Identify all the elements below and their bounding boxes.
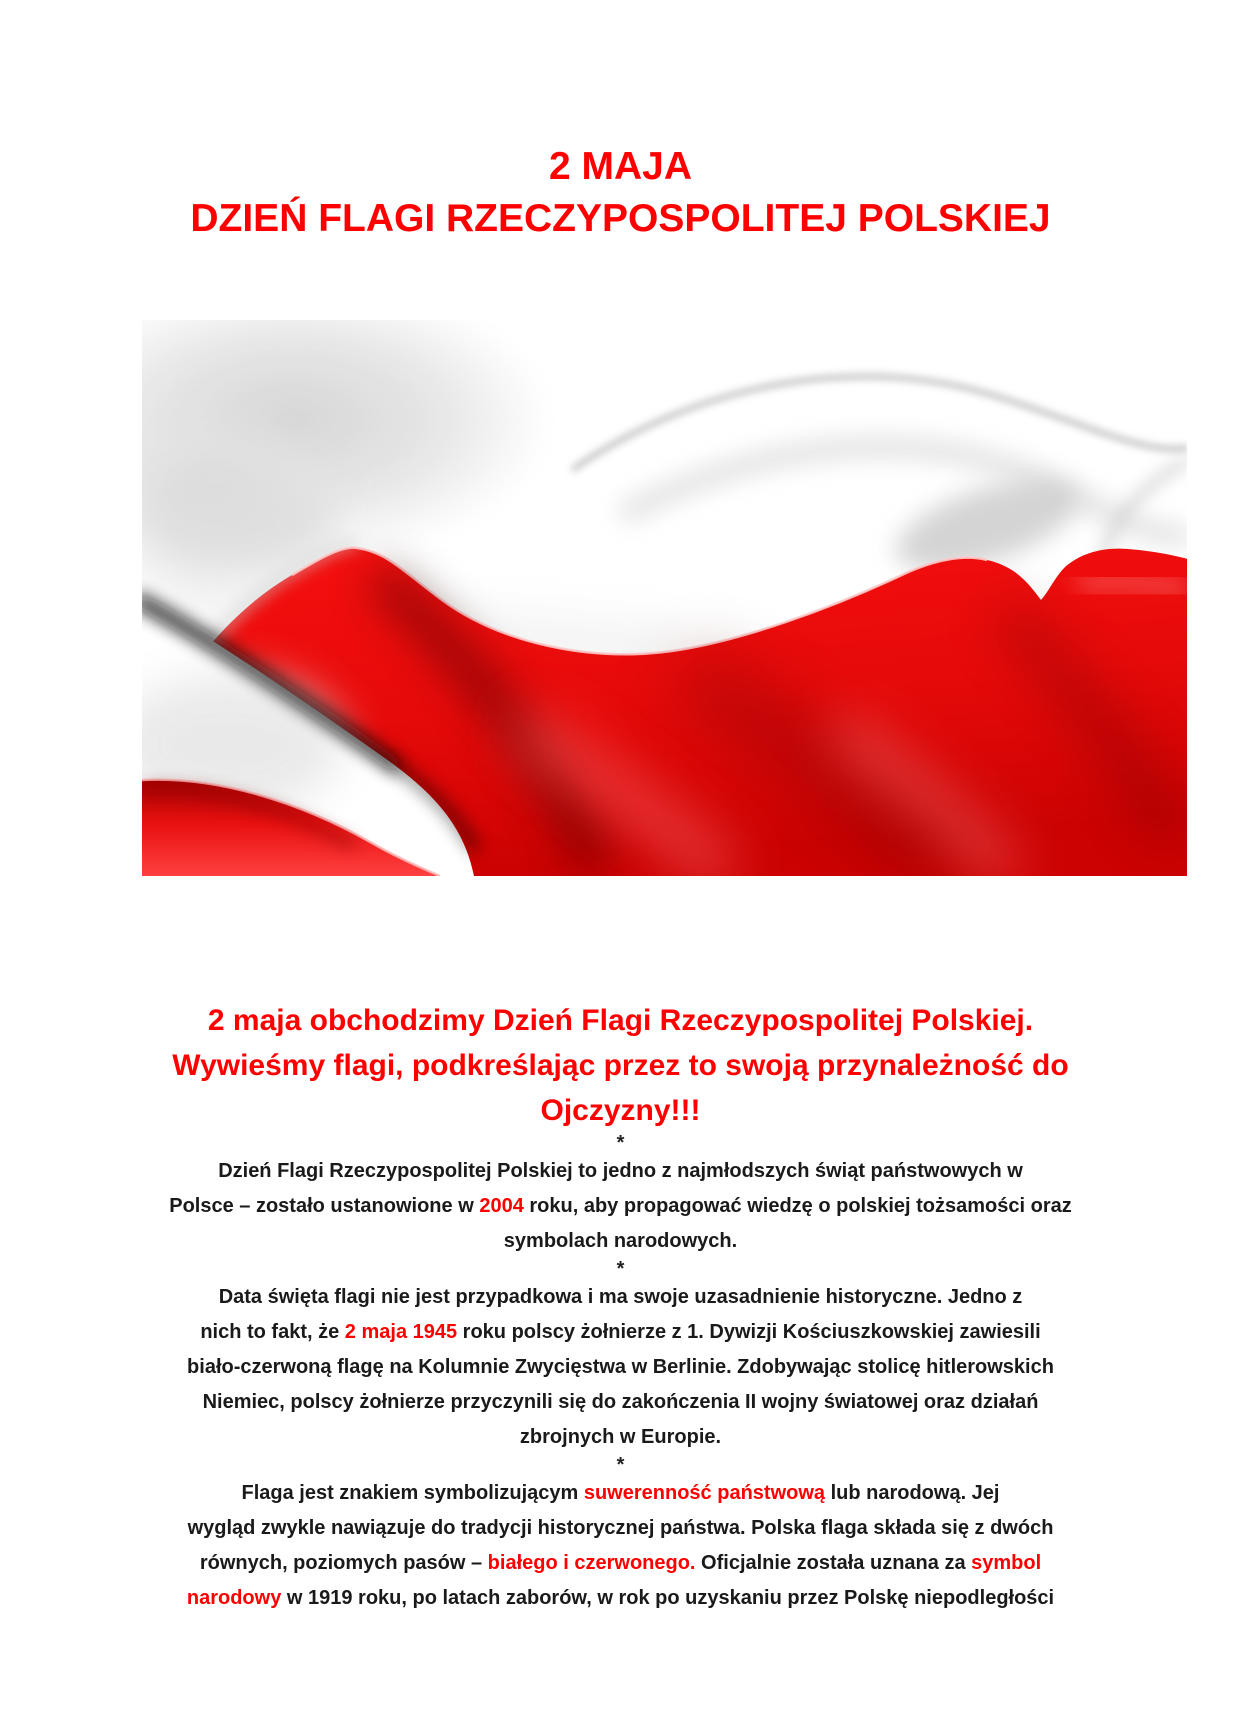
highlighted-red-text: 2004 [479, 1195, 524, 1217]
body-text: Flaga jest znakiem symbolizującym [241, 1482, 584, 1504]
flag-illustration [142, 320, 1187, 876]
polish-flag-image [142, 320, 1187, 876]
body-text: nich to fakt, że [200, 1321, 345, 1343]
body-text: zbrojnych w Europie. [519, 1426, 722, 1448]
subtitle-line-3: Ojczyzny!!! [540, 1094, 701, 1127]
body-text: Data święta flagi nie jest przypadkowa i ma swoje uzasadnienie historyczne. Jedno z [218, 1286, 1023, 1308]
title-line-1: 2 MAJA [548, 145, 693, 188]
highlighted-red-text: narodowy [186, 1587, 282, 1609]
body-text: roku polscy żołnierze z 1. Dywizji Kościuszkowskiej zawiesili [457, 1321, 1041, 1343]
body-text: Dzień Flagi Rzeczypospolitej Polskiej to jedno z najmłodszych świąt państwowych w [218, 1160, 1023, 1182]
paragraph-2 [0, 1280, 1241, 1455]
body-text: Niemiec, polscy żołnierze przyczynili się do zakończenia II wojny światowej oraz działań [202, 1391, 1039, 1413]
red-subtitle [0, 998, 1241, 1133]
subtitle-line-1: 2 maja obchodzimy Dzień Flagi Rzeczypospolitej Polskiej. [207, 1004, 1034, 1037]
page-title [0, 0, 1241, 245]
paragraph-1 [0, 1154, 1241, 1259]
highlighted-red-text: 2 maja 1945 [344, 1321, 458, 1343]
body-text: równych, poziomych pasów – [199, 1552, 488, 1574]
paragraph-3 [0, 1476, 1241, 1616]
asterisk-separator: * [616, 1454, 625, 1476]
highlighted-red-text: suwerenność państwową [583, 1482, 826, 1504]
asterisk-separator: * [616, 1258, 625, 1280]
body-text: roku, aby propagować wiedzę o polskiej tożsamości oraz [523, 1195, 1072, 1217]
highlighted-red-text: symbol [971, 1552, 1042, 1574]
body-text: Polsce – zostało ustanowione w [169, 1195, 480, 1217]
body-text: symbolach narodowych. [503, 1230, 738, 1252]
subtitle-line-2: Wywieśmy flagi, podkreślając przez to swoją przynależność do [172, 1049, 1069, 1082]
body-text: w 1919 roku, po latach zaborów, w rok po uzyskaniu przez Polskę niepodległości [281, 1587, 1055, 1609]
body-text: Oficjalnie została uznana za [695, 1552, 972, 1574]
title-line-2: DZIEŃ FLAGI RZECZYPOSPOLITEJ POLSKIEJ [190, 197, 1051, 240]
highlighted-red-text: białego i czerwonego. [487, 1552, 696, 1574]
body-text: biało-czerwoną flagę na Kolumnie Zwycięstwa w Berlinie. Zdobywając stolicę hitlerowskich [187, 1356, 1054, 1378]
asterisk-separator: * [616, 1132, 625, 1154]
body-text: lub narodową. Jej [825, 1482, 1000, 1504]
body-text: wygląd zwykle nawiązuje do tradycji historycznej państwa. Polska flaga składa się z dwóch [187, 1517, 1054, 1539]
